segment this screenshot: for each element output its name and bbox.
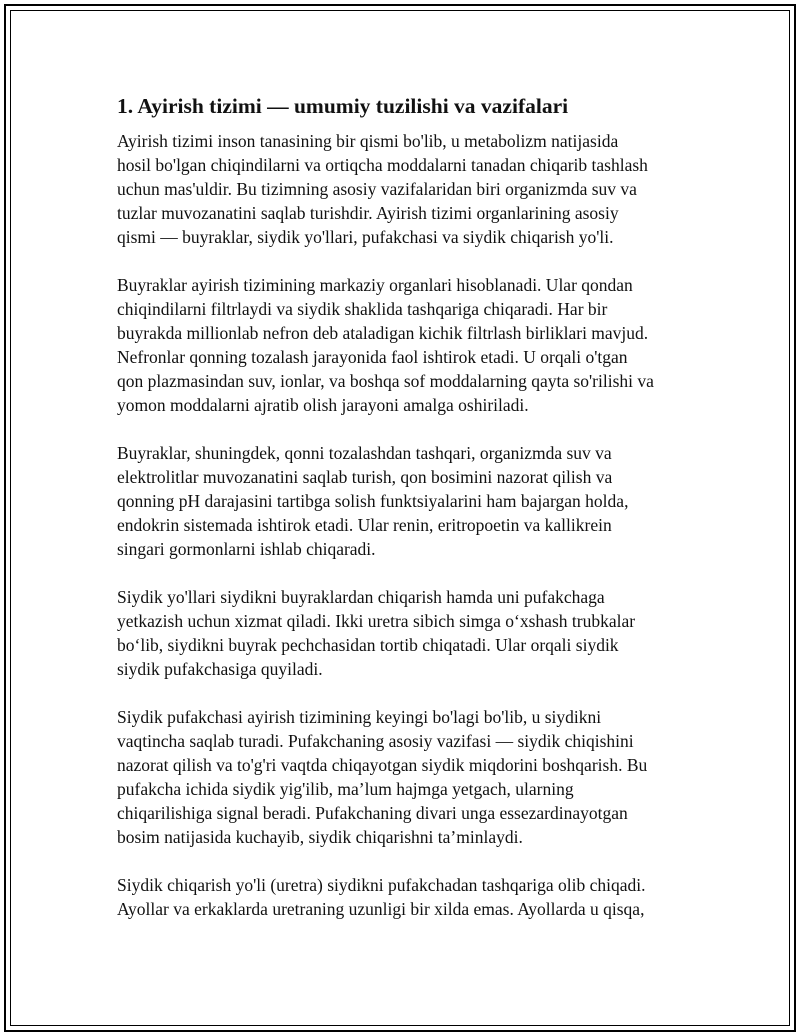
text-line: buyrakda millionlab nefron deb ataladigan kichik filtrlash birliklari mavjud.	[117, 323, 649, 343]
text-line: Ayirish tizimi inson tanasining bir qismi bo'lib, u metabolizm natijasida	[117, 131, 619, 151]
paragraph-urinary-tract	[117, 585, 687, 681]
text-line: uchun mas'uldir. Bu tizimning asosiy vazifalaridan biri organizmda suv va	[117, 179, 637, 199]
paragraph-kidneys	[117, 273, 687, 417]
text-line: chiqindilarni filtrlaydi va siydik shaklida tashqariga chiqaradi. Har bir	[117, 299, 608, 319]
paragraph-bladder	[117, 705, 687, 849]
text-line: elektrolitlar muvozanatini saqlab turish, qon bosimini nazorat qilish va	[117, 467, 613, 487]
text-line: Ayollar va erkaklarda uretraning uzunligi bir xilda emas. Ayollarda u qisqa,	[117, 899, 645, 919]
text-line: Buyraklar ayirish tizimining markaziy organlari hisoblanadi. Ular qondan	[117, 275, 633, 295]
text-line: Nefronlar qonning tozalash jarayonida faol ishtirok etadi. U orqali o'tgan	[117, 347, 628, 367]
text-line: hosil bo'lgan chiqindilarni va ortiqcha moddalarni tanadan chiqarib tashlash	[117, 155, 648, 175]
text-line: Siydik chiqarish yo'li (uretra) siydikni pufakchadan tashqariga olib chiqadi.	[117, 875, 646, 895]
text-line: Siydik pufakchasi ayirish tizimining keyingi bo'lagi bo'lib, u siydikni	[117, 707, 602, 727]
text-line: qon plazmasindan suv, ionlar, va boshqa sof moddalarning qayta so'rilishi va	[117, 371, 654, 391]
text-line: yomon moddalarni ajratib olish jarayoni amalga oshiriladi.	[117, 395, 529, 415]
text-line: siydik pufakchasiga quyiladi.	[117, 659, 323, 679]
paragraph-kidney-functions	[117, 441, 687, 561]
text-line: tuzlar muvozanatini saqlab turishdir. Ayirish tizimi organlarining asosiy	[117, 203, 619, 223]
text-line: endokrin sistemada ishtirok etadi. Ular renin, eritropoetin va kallikrein	[117, 515, 612, 535]
document-body	[117, 92, 687, 945]
text-line: bosim natijasida kuchayib, siydik chiqarishni ta’minlaydi.	[117, 827, 523, 847]
text-line: nazorat qilish va to'g'ri vaqtda chiqayotgan siydik miqdorini boshqarish. Bu	[117, 755, 648, 775]
text-line: chiqarilishiga signal beradi. Pufakchaning divari unga essezardinayotgan	[117, 803, 628, 823]
text-line: qismi — buyraklar, siydik yo'llari, pufakchasi va siydik chiqarish yo'li.	[117, 227, 614, 247]
text-line: vaqtincha saqlab turadi. Pufakchaning asosiy vazifasi — siydik chiqishini	[117, 731, 634, 751]
text-line: pufakcha ichida siydik yig'ilib, ma’lum hajmga yetgach, ularning	[117, 779, 574, 799]
text-line: Buyraklar, shuningdek, qonni tozalashdan tashqari, organizmda suv va	[117, 443, 612, 463]
section-title: 1. Ayirish tizimi — umumiy tuzilishi va vazifalari	[117, 94, 569, 118]
paragraph-urethra	[117, 873, 687, 921]
text-line: yetkazish uchun xizmat qiladi. Ikki uretra sibich simga o‘xshash trubkalar	[117, 611, 636, 631]
text-line: singari gormonlarni ishlab chiqaradi.	[117, 539, 376, 559]
text-line: bo‘lib, siydikni buyrak pechchasidan tortib chiqatadi. Ular orqali siydik	[117, 635, 619, 655]
text-line: qonning pH darajasini tartibga solish funktsiyalarini ham bajargan holda,	[117, 491, 629, 511]
text-line: Siydik yo'llari siydikni buyraklardan chiqarish hamda uni pufakchaga	[117, 587, 605, 607]
paragraph-overview	[117, 129, 687, 249]
